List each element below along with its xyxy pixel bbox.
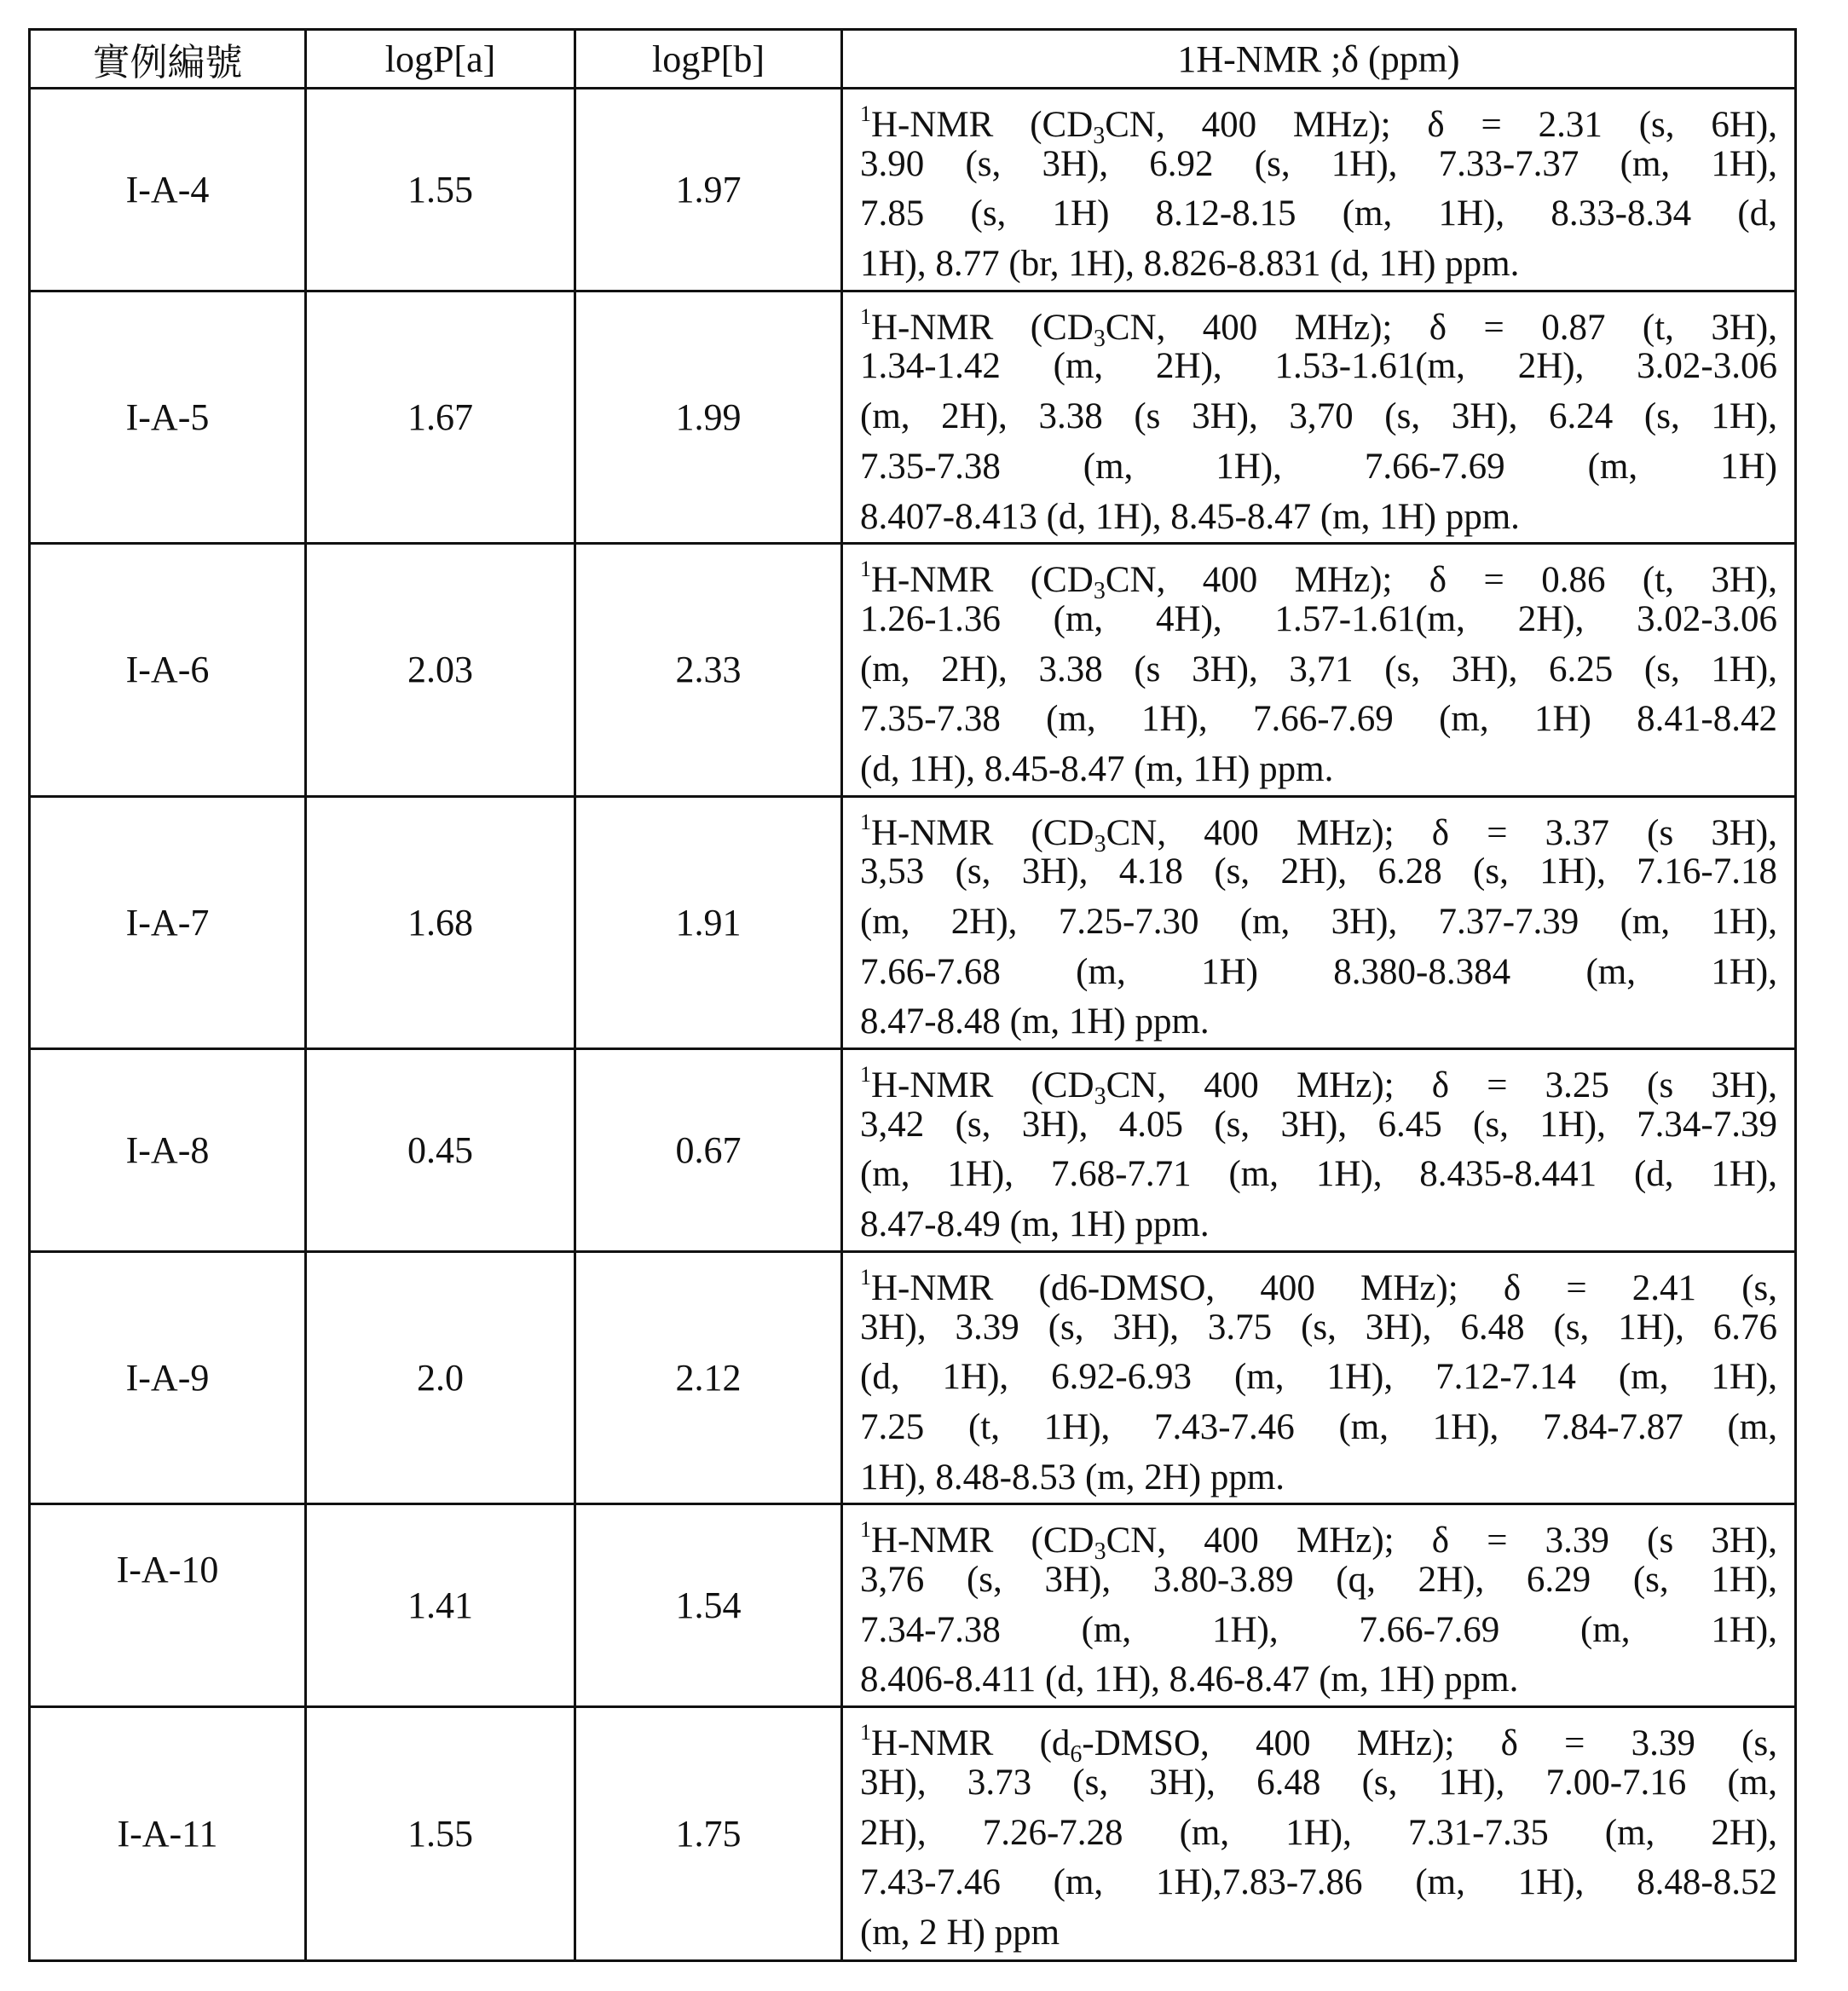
table-row: [30, 544, 1796, 796]
nmr-line: (m, 1H), 7.68-7.71 (m, 1H), 8.435-8.441 (d, 1H),: [860, 1150, 1777, 1200]
nmr-text: H-NMR (d6-DMSO, 400 MHz); δ = 2.41 (s,: [871, 1268, 1777, 1308]
superscript: 1: [860, 557, 871, 581]
table-row: [30, 1707, 1796, 1961]
nmr-line: [860, 798, 1777, 848]
nmr-line: 8.47-8.48 (m, 1H) ppm.: [860, 997, 1777, 1047]
nmr-line: 8.47-8.49 (m, 1H) ppm.: [860, 1200, 1777, 1250]
nmr-line: 7.43-7.46 (m, 1H),7.83-7.86 (m, 1H), 8.48-8.52: [860, 1858, 1777, 1908]
nmr-line: [860, 1505, 1777, 1555]
nmr-text: H-NMR (CD: [871, 1521, 1094, 1561]
nmr-text: CN, 400 MHz); δ = 3.25 (s 3H),: [1106, 1065, 1777, 1105]
nmr-line: [860, 89, 1777, 140]
nmr-line: (d, 1H), 8.45-8.47 (m, 1H) ppm.: [860, 745, 1777, 795]
table-row: [30, 796, 1796, 1048]
nmr-line: 7.66-7.68 (m, 1H) 8.380-8.384 (m, 1H),: [860, 948, 1777, 998]
logp-b-cell: 1.99: [575, 291, 842, 543]
nmr-line: 7.85 (s, 1H) 8.12-8.15 (m, 1H), 8.33-8.34 (d,: [860, 189, 1777, 239]
nmr-line: [860, 292, 1777, 343]
logp-b-cell: 1.91: [575, 796, 842, 1048]
nmr-data-table: [28, 28, 1797, 1962]
nmr-line: 7.35-7.38 (m, 1H), 7.66-7.69 (m, 1H): [860, 442, 1777, 493]
nmr-text: H-NMR (d: [871, 1723, 1070, 1763]
nmr-line: (m, 2H), 3.38 (s 3H), 3,70 (s, 3H), 6.24 (s, 1H),: [860, 392, 1777, 442]
nmr-text: CN, 400 MHz); δ = 2.31 (s, 6H),: [1105, 105, 1777, 145]
example-id-cell: I-A-9: [30, 1251, 306, 1503]
nmr-cell: [842, 1049, 1796, 1252]
nmr-line: 3.90 (s, 3H), 6.92 (s, 1H), 7.33-7.37 (m, 1H),: [860, 140, 1777, 190]
nmr-line: 1.26-1.36 (m, 4H), 1.57-1.61(m, 2H), 3.02-3.06: [860, 595, 1777, 645]
logp-a-cell: 1.55: [306, 1707, 575, 1961]
example-id-cell: I-A-8: [30, 1049, 306, 1252]
nmr-line: [860, 1708, 1777, 1758]
nmr-text: H-NMR (CD: [871, 105, 1093, 145]
nmr-cell: [842, 544, 1796, 796]
table-row: [30, 291, 1796, 543]
nmr-text: CN, 400 MHz); δ = 3.39 (s 3H),: [1106, 1521, 1777, 1561]
logp-a-cell: 1.68: [306, 796, 575, 1048]
nmr-cell: [842, 1251, 1796, 1503]
superscript: 1: [860, 1062, 871, 1087]
logp-b-cell: 1.97: [575, 89, 842, 291]
table-row: [30, 1504, 1796, 1707]
subscript: 3: [1094, 1538, 1106, 1565]
table-row: [30, 1251, 1796, 1503]
header-logp-b: logP[b]: [575, 30, 842, 89]
nmr-line: 1.34-1.42 (m, 2H), 1.53-1.61(m, 2H), 3.02-3.06: [860, 342, 1777, 392]
nmr-line: 3,53 (s, 3H), 4.18 (s, 2H), 6.28 (s, 1H), 7.16-7.18: [860, 847, 1777, 897]
nmr-cell: [842, 291, 1796, 543]
superscript: 1: [860, 101, 871, 126]
superscript: 1: [860, 810, 871, 834]
nmr-line: (m, 2H), 7.25-7.30 (m, 3H), 7.37-7.39 (m, 1H),: [860, 897, 1777, 948]
nmr-line: 3,76 (s, 3H), 3.80-3.89 (q, 2H), 6.29 (s, 1H),: [860, 1555, 1777, 1606]
example-id-cell: I-A-5: [30, 291, 306, 543]
subscript: 3: [1094, 326, 1106, 352]
nmr-line: 7.34-7.38 (m, 1H), 7.66-7.69 (m, 1H),: [860, 1606, 1777, 1656]
example-id-cell: I-A-7: [30, 796, 306, 1048]
nmr-line: 7.25 (t, 1H), 7.43-7.46 (m, 1H), 7.84-7.87 (m,: [860, 1403, 1777, 1453]
logp-a-cell: 0.45: [306, 1049, 575, 1252]
header-example-number: 實例編號: [30, 30, 306, 89]
nmr-cell: [842, 1707, 1796, 1961]
logp-b-cell: 0.67: [575, 1049, 842, 1252]
nmr-line: 1H), 8.77 (br, 1H), 8.826-8.831 (d, 1H) ppm.: [860, 239, 1777, 290]
nmr-line: [860, 1050, 1777, 1100]
logp-a-cell: 1.67: [306, 291, 575, 543]
subscript: 6: [1070, 1741, 1082, 1768]
nmr-line: 3H), 3.39 (s, 3H), 3.75 (s, 3H), 6.48 (s, 1H), 6.76: [860, 1303, 1777, 1353]
nmr-line: 2H), 7.26-7.28 (m, 1H), 7.31-7.35 (m, 2H),: [860, 1809, 1777, 1859]
table-row: [30, 89, 1796, 291]
subscript: 3: [1094, 831, 1106, 857]
logp-b-cell: 1.75: [575, 1707, 842, 1961]
nmr-text: CN, 400 MHz); δ = 3.37 (s 3H),: [1106, 813, 1777, 853]
logp-b-cell: 2.33: [575, 544, 842, 796]
nmr-text: CN, 400 MHz); δ = 0.86 (t, 3H),: [1106, 560, 1777, 600]
table-row: [30, 1049, 1796, 1252]
subscript: 3: [1094, 578, 1106, 604]
nmr-text: H-NMR (CD: [871, 1065, 1094, 1105]
logp-b-cell: 1.54: [575, 1504, 842, 1707]
superscript: 1: [860, 1517, 871, 1542]
header-nmr: 1H-NMR ;δ (ppm): [842, 30, 1796, 89]
logp-a-cell: 2.03: [306, 544, 575, 796]
example-id-cell: I-A-10: [30, 1504, 306, 1707]
nmr-text: H-NMR (CD: [871, 813, 1094, 853]
example-id-cell: I-A-4: [30, 89, 306, 291]
nmr-line: 1H), 8.48-8.53 (m, 2H) ppm.: [860, 1453, 1777, 1503]
nmr-text: CN, 400 MHz); δ = 0.87 (t, 3H),: [1106, 308, 1777, 348]
nmr-text: H-NMR (CD: [871, 560, 1094, 600]
nmr-line: (m, 2 H) ppm: [860, 1908, 1777, 1959]
nmr-line: 8.406-8.411 (d, 1H), 8.46-8.47 (m, 1H) ppm.: [860, 1655, 1777, 1705]
nmr-text: -DMSO, 400 MHz); δ = 3.39 (s,: [1082, 1723, 1777, 1763]
superscript: 1: [860, 1720, 871, 1745]
superscript: 1: [860, 1265, 871, 1290]
logp-a-cell: 1.55: [306, 89, 575, 291]
logp-a-cell: 1.41: [306, 1504, 575, 1707]
header-row: [30, 30, 1796, 89]
nmr-line: 7.35-7.38 (m, 1H), 7.66-7.69 (m, 1H) 8.41-8.42: [860, 695, 1777, 745]
header-logp-a: logP[a]: [306, 30, 575, 89]
example-id-cell: I-A-6: [30, 544, 306, 796]
nmr-line: (m, 2H), 3.38 (s 3H), 3,71 (s, 3H), 6.25 (s, 1H),: [860, 645, 1777, 695]
nmr-line: [860, 1253, 1777, 1303]
logp-b-cell: 2.12: [575, 1251, 842, 1503]
nmr-line: [860, 545, 1777, 595]
subscript: 3: [1094, 1083, 1106, 1110]
nmr-line: 3H), 3.73 (s, 3H), 6.48 (s, 1H), 7.00-7.16 (m,: [860, 1758, 1777, 1809]
superscript: 1: [860, 304, 871, 329]
subscript: 3: [1093, 123, 1105, 149]
nmr-line: 8.407-8.413 (d, 1H), 8.45-8.47 (m, 1H) ppm.: [860, 493, 1777, 543]
nmr-text: H-NMR (CD: [871, 308, 1094, 348]
nmr-cell: [842, 796, 1796, 1048]
nmr-line: 3,42 (s, 3H), 4.05 (s, 3H), 6.45 (s, 1H), 7.34-7.39: [860, 1100, 1777, 1151]
nmr-line: (d, 1H), 6.92-6.93 (m, 1H), 7.12-7.14 (m, 1H),: [860, 1353, 1777, 1403]
nmr-cell: [842, 89, 1796, 291]
logp-a-cell: 2.0: [306, 1251, 575, 1503]
nmr-cell: [842, 1504, 1796, 1707]
example-id-cell: I-A-11: [30, 1707, 306, 1961]
